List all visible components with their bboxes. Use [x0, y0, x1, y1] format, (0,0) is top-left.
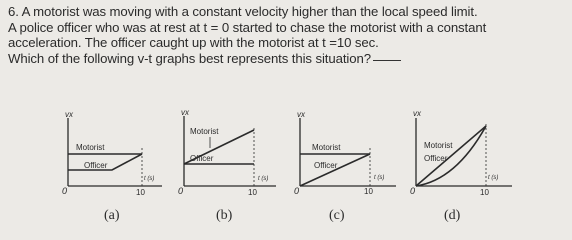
question-line-4: Which of the following v-t graphs best represents this situation? [8, 50, 371, 66]
tick-10-label: 10 [364, 187, 373, 196]
option-c-label: (c) [329, 208, 345, 223]
tick-10-label: 10 [136, 188, 145, 197]
officer-label: Officer [314, 161, 338, 170]
motorist-label: Motorist [312, 143, 341, 152]
origin-label: 0 [294, 186, 300, 196]
origin-label: 0 [410, 186, 416, 196]
x-axis-label: t (s) [488, 175, 499, 181]
y-axis-label: vx [65, 110, 73, 119]
question-line-1: 6. A motorist was moving with a constant velocity higher than the local speed limit. [8, 4, 478, 19]
officer-label: Officer [190, 154, 214, 163]
x-axis-label: t (s) [258, 176, 269, 182]
origin-label: 0 [178, 186, 184, 196]
option-b-label: (b) [216, 208, 233, 223]
origin-label: 0 [62, 186, 68, 196]
option-d-label: (d) [444, 208, 461, 223]
answer-blank [373, 60, 401, 61]
y-axis-label: vx [297, 110, 305, 119]
y-axis-label: vx [413, 109, 421, 118]
tick-10-label: 10 [480, 188, 489, 197]
question-line-2: A police officer who was at rest at t = 0 started to chase the motorist with a constant [8, 19, 487, 35]
motorist-label: Motorist [76, 143, 105, 152]
tick-10-label: 10 [248, 188, 257, 197]
officer-line [300, 154, 370, 186]
graph-d [402, 104, 522, 198]
x-axis-label: t (s) [374, 175, 385, 181]
graph-b [170, 104, 290, 198]
graph-a [52, 108, 172, 198]
officer-label: Officer [84, 161, 108, 170]
option-a-label: (a) [104, 208, 120, 223]
question-text [8, 4, 568, 66]
motorist-label: Motorist [190, 127, 219, 136]
graph-c [286, 108, 406, 198]
y-axis-label: vx [181, 108, 189, 117]
officer-label: Officer [424, 154, 448, 163]
question-line-3: acceleration. The officer caught up with the motorist at t =10 sec. [8, 35, 379, 50]
motorist-label: Motorist [424, 141, 453, 150]
x-axis-label: t (s) [144, 176, 155, 182]
